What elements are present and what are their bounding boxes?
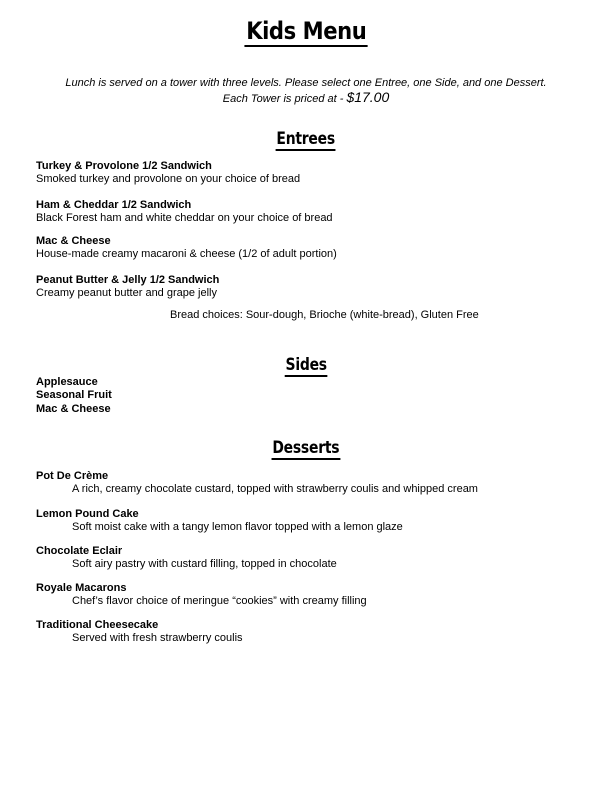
item-name: Turkey & Provolone 1/2 Sandwich	[36, 160, 212, 172]
intro-price-label: Each Tower is priced at -	[222, 92, 347, 105]
section-heading-sides: Sides	[285, 355, 327, 375]
menu-item-dessert	[36, 545, 337, 570]
item-description: Served with fresh strawberry coulis	[72, 631, 243, 644]
item-name: Royale Macarons	[36, 582, 127, 594]
menu-item-entree	[36, 199, 333, 224]
menu-item-entree	[36, 235, 337, 260]
sides-list	[36, 376, 112, 416]
side-item: Applesauce	[36, 376, 98, 388]
page-title-row	[0, 19, 612, 47]
item-description: Creamy peanut butter and grape jelly	[36, 286, 217, 299]
item-name: Chocolate Eclair	[36, 545, 123, 557]
item-description: Soft moist cake with a tangy lemon flavor topped with a lemon glaze	[72, 520, 403, 533]
section-heading-sides-row	[0, 357, 612, 377]
item-description: Smoked turkey and provolone on your choice of bread	[36, 172, 301, 185]
item-name: Traditional Cheesecake	[36, 619, 159, 631]
item-description: House-made creamy macaroni & cheese (1/2 of adult portion)	[36, 247, 337, 260]
intro-text	[0, 77, 612, 106]
intro-line-2	[0, 88, 612, 107]
side-item: Seasonal Fruit	[36, 389, 112, 402]
item-description: Soft airy pastry with custard filling, topped in chocolate	[72, 557, 337, 570]
item-name: Peanut Butter & Jelly 1/2 Sandwich	[36, 274, 220, 286]
item-description: Chef’s flavor choice of meringue “cookies” with creamy filling	[72, 594, 367, 607]
item-description: Black Forest ham and white cheddar on your choice of bread	[36, 211, 333, 224]
menu-item-entree	[36, 274, 219, 299]
item-name: Ham & Cheddar 1/2 Sandwich	[36, 199, 192, 211]
menu-item-dessert	[36, 619, 243, 644]
section-heading-desserts-row	[0, 440, 612, 460]
section-heading-desserts: Desserts	[272, 438, 340, 458]
menu-item-entree	[36, 160, 300, 185]
menu-item-dessert	[36, 470, 478, 495]
intro-line-1: Lunch is served on a tower with three levels. Please select one Entree, one Side, and one Dessert.	[65, 77, 547, 89]
menu-item-dessert	[36, 582, 367, 607]
page-title: Kids Menu	[245, 17, 367, 45]
item-name: Pot De Crème	[36, 470, 109, 482]
item-name: Mac & Cheese	[36, 235, 111, 247]
section-heading-entrees: Entrees	[276, 129, 336, 149]
tower-price: $17.00	[346, 88, 390, 105]
bread-choices-note: Bread choices: Sour-dough, Brioche (white-bread), Gluten Free	[170, 309, 479, 321]
section-heading-entrees-row	[0, 131, 612, 151]
side-item: Mac & Cheese	[36, 402, 111, 415]
item-description: A rich, creamy chocolate custard, topped with strawberry coulis and whipped cream	[72, 482, 478, 495]
menu-item-dessert	[36, 508, 403, 533]
item-name: Lemon Pound Cake	[36, 508, 139, 520]
